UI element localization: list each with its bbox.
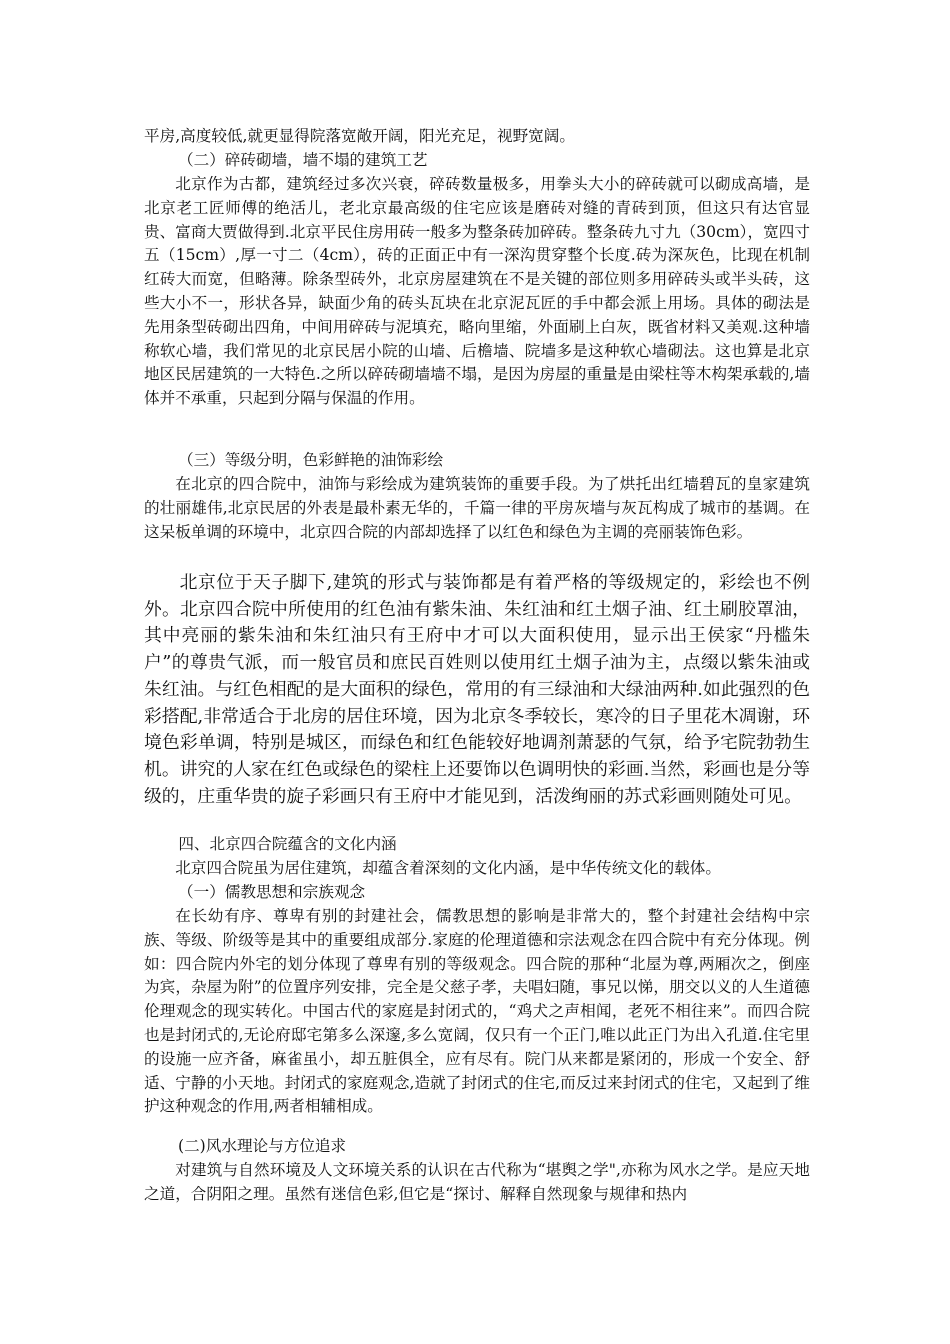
paragraph-continuation: 平房,高度较低,就更显得院落宽敞开阔，阳光充足，视野宽阔。 [144, 127, 575, 145]
section-heading-brick-wall: （二）碎砖砌墙，墙不塌的建筑工艺 [178, 151, 428, 169]
paragraph-fengshui: 对建筑与自然环境及人文环境关系的认识在古代称为“堪舆之学",亦称为风水之学。是应天地之道，合阴阳之理。虽然有迷信色彩,但它是“探讨、解释自然现象与规律和热内 [144, 1161, 810, 1203]
section-heading-paint: （三）等级分明，色彩鲜艳的油饰彩绘 [178, 451, 444, 469]
chapter-heading-culture: 四、北京四合院蕴含的文化内涵 [178, 835, 397, 853]
paragraph-paint-hierarchy: 北京位于天子脚下,建筑的形式与装饰都是有着严格的等级规定的，彩绘也不例外。北京四合院中所使用的红色油有紫朱油、朱红油和红土烟子油、红土刷胶罩油，其中亮丽的紫朱油和朱红油只有王府中才可以大面积使用，显示出王侯家“丹槛朱户”的尊贵气派，而一般官员和庶民百姓则以使用红土烟子油为主，点缀以紫朱油或朱红油。与红色相配的是大面积的绿色，常用的有三绿油和大绿油两种.如此强烈的色彩搭配,非常适合于北房的居住环境，因为北京冬季较长，寒冷的日子里花木凋谢，环境色彩单调，特别是城区，而绿色和红色能较好地调剂萧瑟的气氛，给予宅院勃勃生机。讲究的人家在红色或绿色的梁柱上还要饰以色调明快的彩画.当然，彩画也是分等级的，庄重华贵的旋子彩画只有王府中才能见到，活泼绚丽的苏式彩画则随处可见。 [144, 572, 810, 807]
paragraph-culture-intro: 北京四合院虽为居住建筑，却蕴含着深刻的文化内涵，是中华传统文化的载体。 [175, 859, 721, 877]
section-heading-fengshui: (二)风水理论与方位追求 [178, 1137, 347, 1155]
paragraph-brick-wall: 北京作为古都，建筑经过多次兴衰，碎砖数量极多，用拳头大小的碎砖就可以砌成高墙，是北京老工匠师傅的绝活儿，老北京最高级的住宅应该是磨砖对缝的青砖到顶，但这只有达官显贵、富商大贾做得到.北京平民住房用砖一般多为整条砖加碎砖。整条砖九寸九（30cm），宽四寸五（15cm）,厚一寸二（4cm），砖的正面正中有一深沟贯穿整个长度.砖为深灰色，比现在机制红砖大而宽，但略薄。除条型砖外，北京房屋建筑在不是关键的部位则多用碎砖头或半头砖，这些大小不一，形状各异，缺面少角的砖头瓦块在北京泥瓦匠的手中都会派上用场。具体的砌法是先用条型砖砌出四角，中间用碎砖与泥填充，略向里缩，外面刷上白灰，既省材料又美观.这种墙称软心墙，我们常见的北京民居小院的山墙、后檐墙、院墙多是这种软心墙砌法。这也算是北京地区民居建筑的一大特色.之所以碎砖砌墙墙不塌，是因为房屋的重量是由梁柱等木构架承载的,墙体并不承重，只起到分隔与保温的作用。 [144, 175, 810, 408]
paragraph-paint-intro: 在北京的四合院中，油饰与彩绘成为建筑装饰的重要手段。为了烘托出红墙碧瓦的皇家建筑的壮丽雄伟,北京民居的外表是最朴素无华的，千篇一律的平房灰墙与灰瓦构成了城市的基调。在这呆板单调的环境中，北京四合院的内部却选择了以红色和绿色为主调的亮丽装饰色彩。 [144, 475, 810, 541]
paragraph-confucian: 在长幼有序、尊卑有别的封建社会，儒教思想的影响是非常大的，整个封建社会结构中宗族、等级、阶级等是其中的重要组成部分.家庭的伦理道德和宗法观念在四合院中有充分体现。例如：四合院内外宅的划分体现了尊卑有别的等级观念。四合院的那种“北屋为尊,两厢次之，倒座为宾，杂屋为附”的位置序列安排，完全是父慈子孝，夫唱妇随，事兄以悌，朋交以义的人生道德伦理观念的现实转化。中国古代的家庭是封闭式的，“鸡犬之声相闻，老死不相往来”。而四合院也是封闭式的,无论府邸宅第多么深邃,多么宽阔，仅只有一个正门,唯以此正门为出入孔道.住宅里的设施一应齐备，麻雀虽小，却五脏俱全，应有尽有。院门从来都是紧闭的，形成一个安全、舒适、宁静的小天地。封闭式的家庭观念,造就了封闭式的住宅,而反过来封闭式的住宅，又起到了维护这种观念的作用,两者相辅相成。 [144, 907, 810, 1116]
section-heading-confucian: （一）儒教思想和宗族观念 [178, 883, 366, 901]
